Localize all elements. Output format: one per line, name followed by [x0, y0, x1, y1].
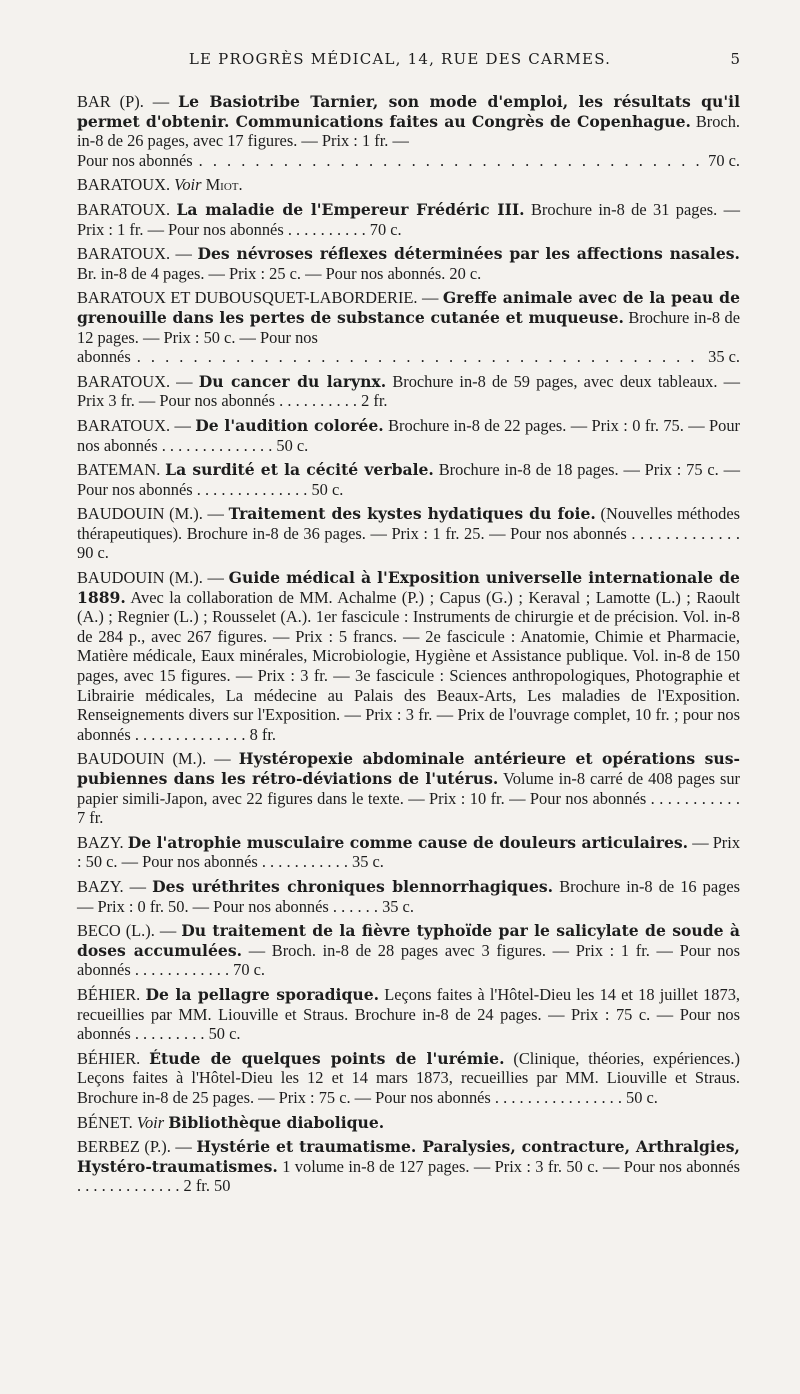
entry-author: BÉNET. — [77, 1112, 133, 1132]
entry-author: BARATOUX ET DUBOUSQUET-LABORDERIE. — — [77, 288, 439, 308]
entry-description: Brochure in-8 de 22 pages. — Prix : 0 fr. 75. — Pour nos abonnés — [77, 415, 740, 455]
entry-price: 2 fr. 50 — [183, 1176, 231, 1196]
entry-author: BARATOUX. — [77, 199, 171, 219]
catalogue-entry — [77, 1137, 740, 1196]
entry-author: BARATOUX. — — [77, 244, 192, 264]
entry-description: Volume in-8 carré de 408 pages sur papier simili-Japon, avec 22 figures dans le texte. — Prix : 10 fr. — Pour nos abonnés — [77, 769, 740, 808]
entry-description: — Broch. in-8 de 28 pages avec 3 figures. — Prix : 1 fr. — Pour nos abonnés — [77, 940, 740, 980]
dot-leader: . . . . . . . . . . . . — [134, 960, 234, 980]
dot-leader — [199, 151, 702, 171]
entry-title: La surdité et la cécité verbale. — [165, 460, 434, 480]
entry-title: La maladie de l'Empereur Frédéric III. — [176, 199, 525, 219]
catalogue-entry — [77, 568, 740, 744]
entry-title: Des névroses réflexes déterminées par les affections nasales. — [197, 244, 740, 264]
entry-price: 35 c. — [352, 852, 384, 872]
entry-description: — Prix : 50 c. — Pour nos abonnés — [77, 832, 741, 872]
entry-title: Du cancer du larynx. — [198, 371, 387, 391]
catalogue-entry — [77, 200, 740, 239]
catalogue-entry — [77, 985, 740, 1044]
catalogue-entry — [77, 504, 740, 563]
entry-author: BARATOUX. — — [77, 371, 193, 391]
entry-title: Hystéropexie abdominale antérieure et opérations sus-pubiennes dans les rétro-déviations de l'utérus. — [77, 749, 740, 788]
page-number: 5 — [730, 50, 740, 68]
entry-description: Brochure in-8 de 18 pages. — Prix : 75 c. — Pour nos abonnés — [77, 460, 740, 499]
entry-title: De la pellagre sporadique. — [145, 984, 380, 1004]
see-target: Bibliothèque diabolique. — [168, 1112, 385, 1132]
dot-leader: . . . . . . . . . . . — [261, 852, 353, 872]
dot-leader: . . . . . . — [332, 896, 383, 916]
dot-leader: . . . . . . . . . — [134, 1024, 209, 1044]
dot-leader: . . . . . . . . . . . . . . . . — [494, 1087, 627, 1107]
catalogue-entry — [77, 416, 740, 455]
catalogue-entry — [77, 1113, 740, 1133]
entry-description: Broch. in-8 de 26 pages, avec 17 figures. — Prix : 1 fr. — — [77, 111, 740, 151]
dot-leader: . . . . . . . . . . . . . . — [196, 479, 312, 499]
price-line — [77, 347, 740, 367]
catalogue-entry — [77, 833, 740, 872]
dot-leader: . . . . . . . . . . . . . . — [161, 435, 277, 455]
entry-description: 1 volume in-8 de 127 pages. — Prix : 3 fr. 50 c. — Pour nos abonnés — [282, 1156, 740, 1176]
entry-author: BAZY. — — [77, 876, 147, 896]
entry-author: BAUDOUIN (M.). — — [77, 504, 224, 524]
dot-leader — [137, 347, 702, 367]
running-title: LE PROGRÈS MÉDICAL, 14, RUE DES CARMES. — [188, 50, 612, 68]
price-label: abonnés — [77, 347, 131, 367]
catalogue-entry — [77, 749, 740, 827]
entry-price: 35 c. — [382, 896, 414, 916]
catalogue-entry: BAR (P). — Le Basiotribe Tarnier, son mode d'emploi, les résultats qu'il permet d'obtenir. Communications faites au Congrès de Copenhague. Broch. in-8 de 26 pages, avec 17 figures. — Prix : 1 fr. — Pour nos abonnés . . . 70 c. — [77, 92, 740, 170]
entry-title: Le Basiotribe Tarnier, son mode d'emploi, les résultats qu'il permet d'obtenir. Communications faites au Congrès de Copenhague. — [77, 92, 741, 131]
entry-price: 50 c. — [626, 1087, 658, 1107]
dot-leader: . . . . . . . . . . . . . — [77, 1176, 184, 1196]
entry-price: 8 fr. — [249, 724, 276, 744]
entry-description: Leçons faites à l'Hôtel-Dieu les 14 et 18 juillet 1873, recueillies par MM. Liouville et Straus. Brochure in-8 de 24 pages. — Prix : 75 c. — Pour nos abonnés — [77, 984, 740, 1044]
price-label: Pour nos abonnés — [77, 150, 193, 170]
entry-description: Avec la collaboration de MM. Achalme (P.) ; Capus (G.) ; Keraval ; Lamotte (L.) ; Raoult (A.) ; Regnier (L.) ; Rousselet (A.). 1er fascicule : Instruments de chirurgie et de précision. Vol. in-8 de 284 p., avec 267 figures. — Prix : 5 francs. — 2e fascicule : Anatomie, Chimie et Pharmacie, Matière médicale, Eaux minérales, Microbiologie, Hygiène et Assistance publique. Vol. in-8 de 150 pages, avec 15 figures. — Prix : 3 fr. — 3e fascicule : Sciences anthropologiques, Photographie et Librairie médicales, La médecine au Palais des Beaux-Arts, Les maladies de l'Exposition. Renseignements divers sur l'Exposition. — Prix : 3 fr. — Prix de l'ouvrage complet, 10 fr. ; pour nos abonnés — [77, 587, 740, 744]
dot-leader: . . . . . . . . . . . — [650, 788, 740, 808]
catalogue-entry — [77, 460, 740, 499]
entry-price: 35 c. — [708, 347, 740, 367]
entry-title: Des uréthrites chroniques blennorrhagiques. — [152, 876, 554, 896]
price-line — [77, 151, 740, 171]
catalogue-entry — [77, 877, 740, 916]
entry-title: De l'atrophie musculaire comme cause de douleurs articulaires. — [127, 832, 689, 852]
entry-description: Brochure in-8 de 59 pages, avec deux tableaux. — Prix 3 fr. — Pour nos abonnés — [77, 371, 740, 411]
entry-price: 90 c. — [77, 543, 109, 563]
entry-title: Traitement des kystes hydatiques du foie. — [228, 504, 596, 524]
entry-price: 70 c. — [369, 219, 402, 239]
entry-author: BAUDOUIN (M.). — — [77, 749, 231, 769]
entry-price: 50 c. — [208, 1024, 241, 1044]
entry-title: Du traitement de la fièvre typhoïde par le salicylate de soude à doses accumulées. — [77, 921, 740, 960]
catalogue-listing — [77, 92, 740, 1201]
entry-author: BECO (L.). — — [77, 921, 177, 941]
entry-title: Guide médical à l'Exposition universelle internationale de 1889. — [77, 568, 740, 607]
see-target: Miot. — [205, 175, 243, 195]
entry-description: Brochure in-8 de 16 pages — Prix : 0 fr. 50. — Pour nos abonnés — [77, 876, 740, 916]
catalogue-entry — [77, 288, 740, 366]
catalogue-entry — [77, 175, 740, 195]
entry-author: BÉHIER. — [77, 984, 141, 1004]
entry-price: 7 fr. — [77, 808, 104, 828]
entry-author: BARATOUX. — [77, 175, 171, 195]
entry-price: 50 c. — [276, 435, 309, 455]
dot-leader: . . . . . . . . . . . . . . — [134, 724, 250, 744]
entry-title: De l'audition colorée. — [195, 415, 384, 435]
dot-leader: . . . . . . . . . . . . . — [631, 523, 740, 543]
entry-title: Étude de quelques points de l'urémie. — [149, 1048, 505, 1068]
entry-author: BARATOUX. — — [77, 415, 191, 435]
dot-leader: . . . . . . . . . . — [279, 391, 362, 411]
catalogue-entry — [77, 244, 740, 283]
dot-leader: . . . . . . . . . . — [287, 219, 370, 239]
entry-description: (Clinique, théories, expériences.) Leçons faites à l'Hôtel-Dieu les 12 et 14 mars 1873, recueillies par MM. Liouville et Straus. Brochure in-8 de 25 pages. — Prix : 75 c. — Pour nos abonnés — [77, 1048, 740, 1107]
entry-title: Greffe animale avec de la peau de grenouille dans les pertes de substance cutanée et muqueuse. — [77, 288, 740, 327]
entry-title: Hystérie et traumatisme. Paralysies, contracture, Arthralgies, Hystéro-traumatismes. — [77, 1137, 740, 1176]
entry-price: 50 c. — [311, 479, 344, 499]
entry-author: BAZY. — [77, 832, 124, 852]
see-label: Voir — [174, 175, 202, 195]
catalogue-entry — [77, 1049, 740, 1108]
entry-description: Brochure in-8 de 12 pages. — Prix : 50 c. — Pour nos — [77, 307, 740, 347]
catalogue-entry — [77, 372, 740, 411]
entry-author: BAR (P). — [77, 92, 144, 111]
entry-author: BAUDOUIN (M.). — — [77, 568, 224, 588]
entry-author: BERBEZ (P.). — — [77, 1137, 192, 1157]
entry-price: 70 c. — [708, 150, 740, 170]
running-header — [0, 50, 800, 74]
entry-price: 70 c. — [233, 960, 266, 980]
see-label: Voir — [136, 1112, 165, 1132]
entry-description: (Nouvelles méthodes thérapeutiques). Brochure in-8 de 36 pages. — Prix : 1 fr. 25. — Pour nos abonnés — [77, 504, 740, 543]
entry-description: Br. in-8 de 4 pages. — Prix : 25 c. — Pour nos abonnés. 20 c. — [77, 263, 482, 283]
entry-description: Brochure in-8 de 31 pages. — Prix : 1 fr. — Pour nos abonnés — [77, 199, 740, 239]
entry-author: BÉHIER. — [77, 1048, 141, 1068]
entry-author: BATEMAN. — [77, 460, 161, 480]
catalogue-entry — [77, 921, 740, 980]
entry-price: 2 fr. — [361, 391, 388, 411]
